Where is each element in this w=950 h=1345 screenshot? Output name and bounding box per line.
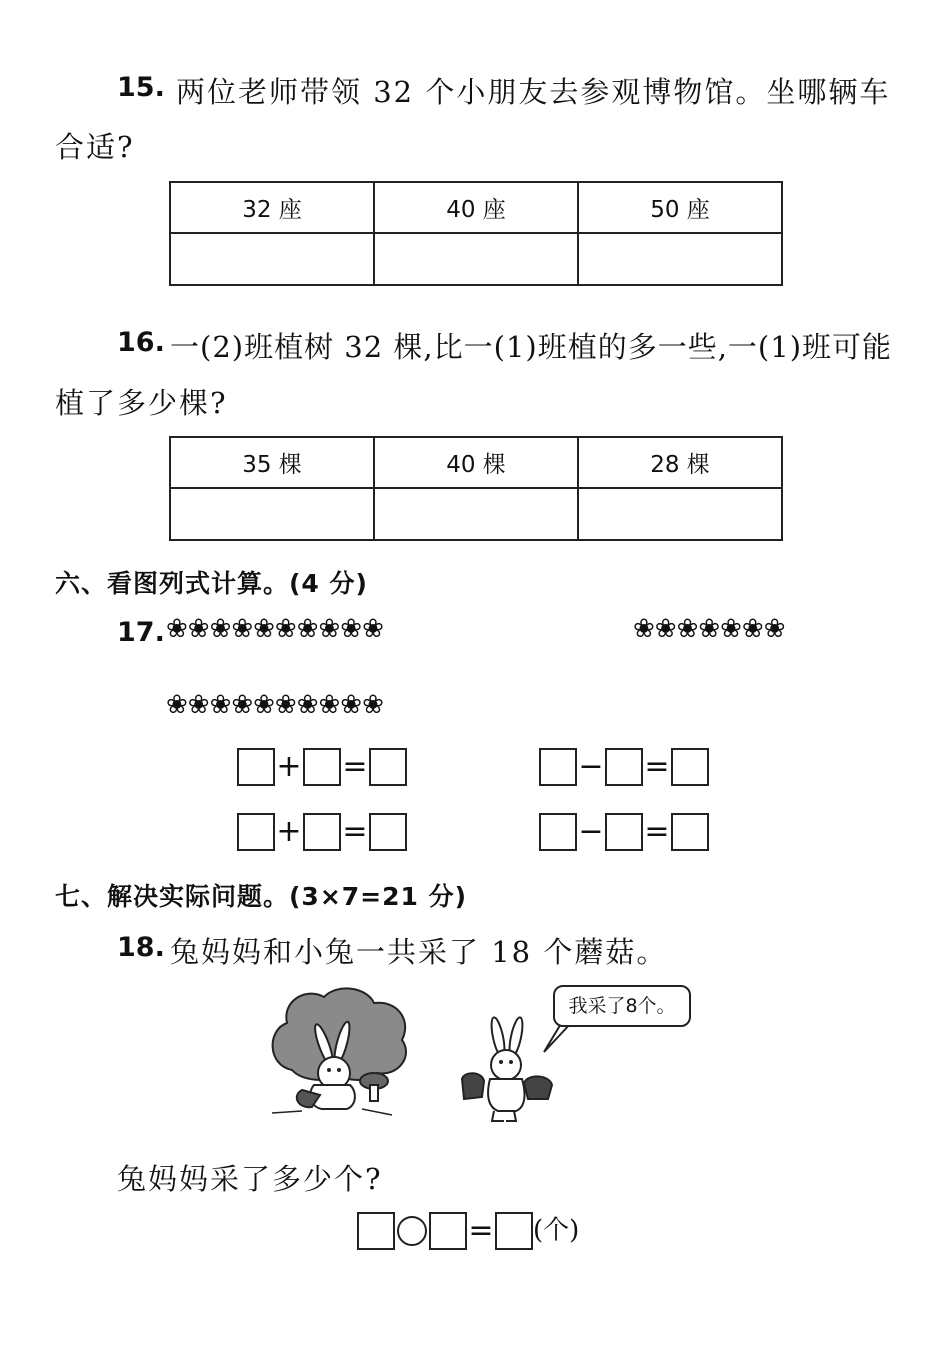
q17-number: 17. [117, 617, 165, 648]
answer-box[interactable] [539, 748, 577, 786]
minus-sign: − [578, 748, 604, 784]
equals-sign: = [644, 748, 670, 784]
q15-answer-cell[interactable] [374, 233, 578, 285]
equals-sign: = [644, 813, 670, 849]
equals-sign: = [468, 1212, 494, 1248]
q16-option-header: 35 棵 [170, 437, 374, 488]
q17-subtraction-equation-2 [539, 811, 709, 852]
section7-title: 七、解决实际问题。(3×7=21 分) [55, 882, 468, 911]
q16-text-line2: 植了多少棵? [55, 386, 228, 420]
mother-rabbit-illustration [262, 985, 422, 1120]
q16-answer-cell[interactable] [170, 488, 374, 540]
speech-bubble: 我采了8个。 [553, 985, 691, 1027]
plus-sign: + [276, 748, 302, 784]
answer-box[interactable] [605, 813, 643, 851]
q15-text-line2: 合适? [55, 130, 135, 164]
answer-box[interactable] [357, 1212, 395, 1250]
q16-answer-cell[interactable] [578, 488, 782, 540]
answer-box[interactable] [369, 813, 407, 851]
q17-flowers-row1-left: ❀❀❀❀❀❀❀❀❀❀ [166, 614, 384, 644]
answer-box[interactable] [369, 748, 407, 786]
q15-answer-cell[interactable] [170, 233, 374, 285]
q15-option-header: 32 座 [170, 182, 374, 233]
answer-box[interactable] [671, 748, 709, 786]
q18-question: 兔妈妈采了多少个? [117, 1162, 383, 1196]
q17-subtraction-equation-1 [539, 746, 709, 787]
q17-flowers-row1-right: ❀❀❀❀❀❀❀ [633, 614, 786, 644]
q15-text-line1: 两位老师带领 32 个小朋友去参观博物馆。坐哪辆车 [176, 75, 891, 109]
q18-number: 18. [117, 932, 165, 963]
q15-option-header: 40 座 [374, 182, 578, 233]
q15-number: 15. [117, 72, 165, 103]
unit-label: (个) [533, 1215, 580, 1246]
q16-options-table [169, 436, 783, 541]
q16-text-line1: 一(2)班植树 32 棵,比一(1)班植的多一些,一(1)班可能 [170, 330, 893, 364]
section6-title: 六、看图列式计算。(4 分) [55, 569, 368, 598]
q15-option-header: 50 座 [578, 182, 782, 233]
answer-box[interactable] [429, 1212, 467, 1250]
q16-answer-cell[interactable] [374, 488, 578, 540]
q16-number: 16. [117, 327, 165, 358]
answer-box[interactable] [303, 748, 341, 786]
answer-box[interactable] [605, 748, 643, 786]
q16-option-header: 40 棵 [374, 437, 578, 488]
q18-text: 兔妈妈和小兔一共采了 18 个蘑菇。 [170, 935, 668, 969]
q17-addition-equation-1 [237, 746, 407, 787]
plus-sign: + [276, 813, 302, 849]
answer-box[interactable] [237, 813, 275, 851]
equals-sign: = [342, 813, 368, 849]
q16-option-header: 28 棵 [578, 437, 782, 488]
answer-box[interactable] [671, 813, 709, 851]
operator-circle[interactable] [397, 1216, 427, 1246]
q17-addition-equation-2 [237, 811, 407, 852]
q17-flowers-row2: ❀❀❀❀❀❀❀❀❀❀ [166, 690, 384, 720]
answer-box[interactable] [237, 748, 275, 786]
answer-box[interactable] [303, 813, 341, 851]
q15-answer-cell[interactable] [578, 233, 782, 285]
q15-options-table [169, 181, 783, 286]
equals-sign: = [342, 748, 368, 784]
minus-sign: − [578, 813, 604, 849]
answer-box[interactable] [495, 1212, 533, 1250]
answer-box[interactable] [539, 813, 577, 851]
q18-answer-equation [357, 1210, 579, 1251]
